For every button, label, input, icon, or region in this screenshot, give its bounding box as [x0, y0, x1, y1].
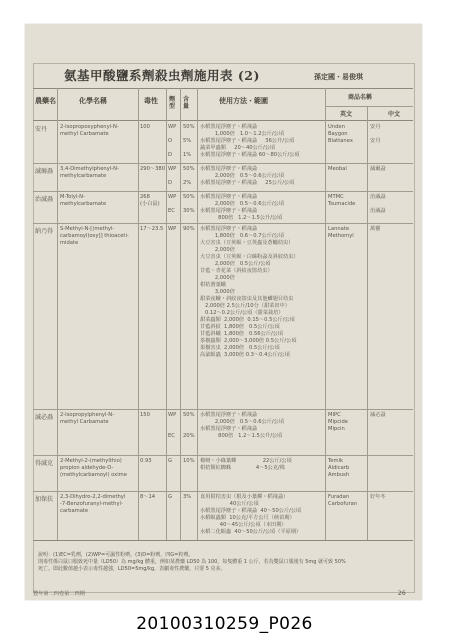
image-caption: 20100310259_P026	[136, 614, 313, 634]
chemical-name: M-Tolyl-N- methylcarbamate	[60, 194, 107, 207]
product-name-english: Meobal	[328, 166, 347, 172]
usage-method: 水稻黑尾浮塵子・稻飛蝨 1,000倍 1.0〜1.2公斤/公頃 水稻黑尾浮塵子・稻飛蝨 36公升/公頃 蔬菜甲蟲類 20〜40公斤/公頃 水稻黑尾浮塵子・稻飛蝨 60〜80公斤/公頃	[200, 124, 300, 158]
formulation-type: G	[168, 494, 173, 500]
col-rule	[367, 106, 368, 540]
formulation-type: WP EC	[168, 194, 177, 214]
header-chemical-name: 化學名稱	[79, 97, 107, 105]
content-percent: 50% 2%	[183, 166, 195, 186]
col-rule	[166, 88, 167, 540]
chemical-name: 2,3-Dihydro-2,2-dimethyl -7-Benzofuranyl-methyl- carbamate	[60, 494, 126, 514]
product-name-chinese: 萬靈	[370, 226, 381, 232]
content-percent: 50% 20%	[183, 412, 195, 439]
formulation-type: G	[168, 458, 173, 464]
content-percent: 50% 5% 1%	[183, 124, 195, 158]
col-rule	[180, 88, 181, 540]
header-toxicity: 毒性	[144, 97, 158, 105]
table-bottom-rule	[33, 540, 413, 541]
pesticide-name: 滅爾蝨	[35, 168, 54, 175]
pesticide-name: 得滅克	[35, 460, 54, 467]
header-content: 含量	[183, 96, 190, 110]
formulation-type: WP	[168, 226, 177, 232]
col-rule	[197, 88, 198, 540]
row-separator	[33, 163, 413, 164]
chemical-name: 2-Isopropoxyphenyl-N- methyl Carbamate	[60, 124, 119, 137]
formulation-type: WP EC	[168, 412, 177, 439]
chemical-name: 3,4-Dimethylphenyl-N- methylcarbamate	[60, 166, 119, 179]
row-separator	[33, 455, 413, 456]
chemical-name: S-Methyl-N-[(methyl- carbamoyl)oxy]] thioaceti- midate	[60, 226, 129, 246]
row-separator	[33, 223, 413, 224]
pesticide-name: 滅必蝨	[35, 414, 54, 421]
footnote: 說明：(1)EC=乳劑，(2)WP=可濕性粉劑，(3)D=粉劑，四G=粒劑。 則毒性係白鼠口服致死中量（LD50）為 mg/kg 體重，例如某農藥 LD50 為 100，每隻體重 1 公斤，若為雙鼠口服後有 5mg 就可致 50% 死亡。即此數值越小表示毒性越強，LD50=5mg/kg，表劇毒性農藥，只要 5 克多。	[38, 552, 346, 572]
toxicity-value: 268 (小白鼠)	[140, 194, 160, 207]
authors: 孫定國・易俊琪	[314, 73, 363, 81]
header-formulation: 劑型	[169, 96, 176, 110]
product-header-rule	[325, 106, 413, 107]
usage-method: 水稻黑尾浮塵子・稻飛蝨 1,800倍 0.6〜0.7公斤/公頃 大豆害虫（豆莢螟・豆荚蟲及蒼蠅幼虫） 2,000倍 大豆害虫（豆莢螟・白絲粉蝨及斜紋幼虫） 2,000倍 0.5公斤/公頃 甘藍・青花菜（斜紋夜盜幼虫） 2,000倍 柑桔潛葉蛾 3,000倍 甜菜夜蛾・斜紋夜盜虫及其他鱗翅目幼虫 2,000倍 2.5公斤/10分（甜菜田中） 0.12〜0.2公斤/公頃（甜菜栽培） 甜菜蟲類 2,000倍 0.15〜0.5公斤/公頃 甘藍斜紋 1,800倍 0.5公斤/公頃 甘藍斜蛾 1,800倍 0.56公斤/公頃 茶樹蟲類 2,000〜3,000倍 0.5公斤/公頃 果樹害虫 2,000倍 0.5公斤/公頃 高粱螟蟲 3,000倍 0.3〜0.4公斤/公頃	[200, 226, 299, 358]
pesticide-name: 納乃得	[35, 228, 54, 235]
header-english: 英文	[340, 111, 353, 118]
product-name-english: Unden Baygon Blattanex	[328, 124, 353, 144]
product-name-english: Temik Aldicarb Ambush	[328, 458, 350, 478]
toxicity-value: 8〜14	[140, 494, 156, 500]
publication-footer: 豐年第二四卷第二四期	[33, 591, 85, 597]
formulation-type: WP O D	[168, 124, 177, 158]
col-rule	[138, 88, 139, 540]
usage-method: 水稻黑尾浮塵子・稻飛蝨 2,000倍 0.5〜0.6公斤/公頃 水稻黑尾浮塵子・稻飛蝨 800倍 1.2〜1.5公升/公頃	[200, 412, 285, 439]
product-name-chinese: 治滅蝨 治滅蝨	[370, 194, 386, 214]
usage-method: 棉蚜・小綠葉蟬 22公斤/公頃 柑桔類紅蜘蛛 4〜5公克/株	[200, 458, 292, 471]
product-name-chinese: 好年冬	[370, 494, 386, 500]
chemical-name: 2-Methyl-2-(methylthio) propion aldehyde-O- (methylcarbamoyl) oxime	[60, 458, 127, 478]
pesticide-name: 治滅蝨	[35, 196, 54, 203]
content-percent: 3%	[183, 494, 192, 500]
toxicity-value: 290〜380	[140, 166, 165, 172]
content-percent: 90%	[183, 226, 195, 232]
header-common-name: 農藥名	[35, 97, 56, 105]
header-product-name: 商品名稱	[348, 94, 373, 101]
product-name-chinese: 滅爾蝨	[370, 166, 386, 172]
header-bottom-rule	[33, 120, 413, 121]
usage-method: 水稻黑尾浮塵子・稻飛蝨 2,000倍 0.5〜0.6公斤/公頃 水稻黑尾浮塵子・稻飛蝨 25公斤/公頃	[200, 166, 295, 186]
col-rule	[57, 88, 58, 540]
usage-method: 食用柑桔害虫（根及小葉蟬・稻飛蝨） 40公斤/公頃 水稻黑尾浮塵子・稻飛蝨 40〜50公斤/公頃 水稻螟蟲類 10公克/平方公尺（秧苗期） 40〜45公斤/公頃（本田期） 水稻二化螟蟲 40〜50公斤/公頃（平原期）	[200, 494, 302, 535]
row-separator	[33, 191, 413, 192]
header-usage: 使用方法・範圍	[219, 97, 268, 105]
content-percent: 50% 30%	[183, 194, 195, 214]
header-chinese: 中文	[388, 111, 401, 118]
product-name-english: Furadan Carbofuran	[328, 494, 358, 507]
toxicity-value: 0.93	[140, 458, 152, 464]
toxicity-value: 100	[140, 124, 150, 130]
col-rule	[325, 88, 326, 540]
row-separator	[33, 409, 413, 410]
content-percent: 10%	[183, 458, 195, 464]
pesticide-name: 安丹	[35, 126, 48, 133]
page-number: 26	[398, 590, 406, 597]
pesticide-name: 加保扶	[35, 496, 54, 503]
product-name-chinese: 滅必蝨	[370, 412, 386, 418]
product-name-english: Lannate Methomyl	[328, 226, 354, 239]
product-name-english: MTMC Tsumacide	[328, 194, 356, 207]
header-top-rule	[33, 88, 413, 89]
formulation-type: WP D	[168, 166, 177, 186]
product-name-english: MIPC Mipcide Mipcin	[328, 412, 348, 432]
usage-method: 水稻黑尾浮塵子・稻飛蝨 2,000倍 0.5〜0.6公斤/公頃 水稻黑尾浮塵子・稻飛蝨 800倍 1.2〜1.5公升/公頃	[200, 194, 285, 221]
product-name-chinese: 安丹 安丹	[370, 124, 381, 144]
document-title: 氨基甲酸鹽系劑殺虫劑施用表 (2)	[64, 68, 260, 83]
toxicity-value: 17〜23.5	[140, 226, 164, 232]
row-separator	[33, 491, 413, 492]
toxicity-value: 150	[140, 412, 150, 418]
chemical-name: 2-Isopropylphenyl-N- methyl Carbamate	[60, 412, 115, 425]
